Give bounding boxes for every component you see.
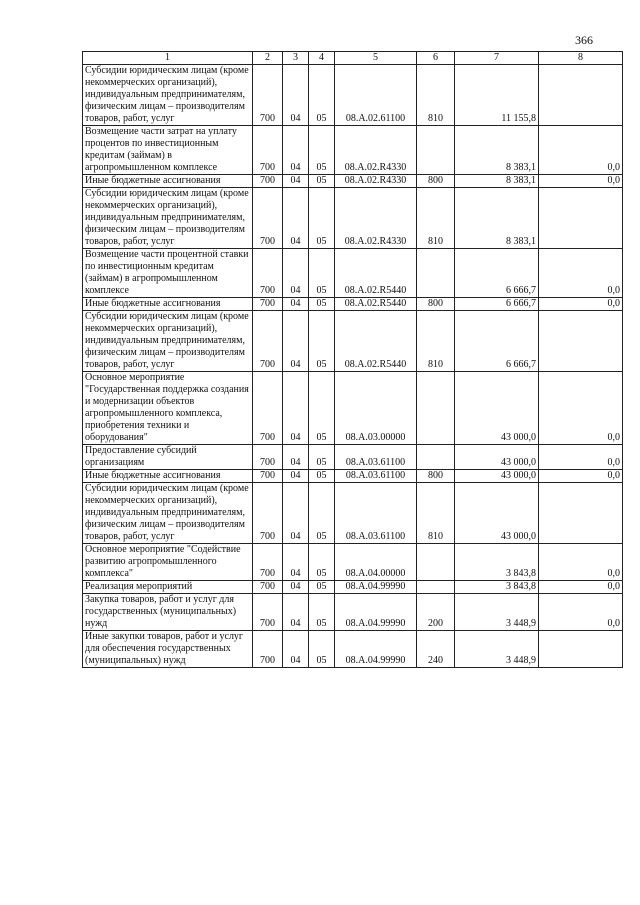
amount-2-cell — [539, 631, 623, 668]
table-row — [83, 581, 623, 594]
expense-type-cell — [417, 544, 455, 581]
section-code-cell: 700 — [253, 188, 283, 249]
subsection-code-cell: 04 — [283, 594, 309, 631]
section-code-cell: 700 — [253, 631, 283, 668]
section-code-cell: 700 — [253, 470, 283, 483]
target-article-cell: 08.А.02.R4330 — [335, 188, 417, 249]
amount-cell: 8 383,1 — [455, 126, 539, 175]
header-cell: 2 — [253, 52, 283, 65]
expense-type-cell — [417, 126, 455, 175]
table-row — [83, 544, 623, 581]
section-code-cell: 700 — [253, 544, 283, 581]
row-name-cell: Возмещение части процентной ставки по инвестиционным кредитам (займам) в агропромышленном комплексе — [83, 249, 253, 298]
row-name-cell: Субсидии юридическим лицам (кроме некоммерческих организаций), индивидуальным предпринимателям, физическим лицам – производителям товаров, работ, услуг — [83, 311, 253, 372]
table-row — [83, 298, 623, 311]
amount-cell: 43 000,0 — [455, 372, 539, 445]
amount-cell: 3 448,9 — [455, 594, 539, 631]
target-article-cell: 08.А.03.61100 — [335, 470, 417, 483]
amount-2-cell: 0,0 — [539, 445, 623, 470]
header-cell: 5 — [335, 52, 417, 65]
section-code-cell: 700 — [253, 445, 283, 470]
table-row — [83, 445, 623, 470]
expense-type-cell: 240 — [417, 631, 455, 668]
target-article-cell: 08.А.04.99990 — [335, 581, 417, 594]
row-name-cell: Возмещение части затрат на уплату процентов по инвестиционным кредитам (займам) в агропромышленном комплексе — [83, 126, 253, 175]
section-code-cell: 700 — [253, 483, 283, 544]
amount-2-cell: 0,0 — [539, 372, 623, 445]
row-name-cell: Субсидии юридическим лицам (кроме некоммерческих организаций), индивидуальным предпринимателям, физическим лицам – производителям товаров, работ, услуг — [83, 65, 253, 126]
subsection-part-cell: 05 — [309, 581, 335, 594]
amount-2-cell: 0,0 — [539, 581, 623, 594]
amount-2-cell — [539, 311, 623, 372]
header-cell: 8 — [539, 52, 623, 65]
amount-2-cell: 0,0 — [539, 126, 623, 175]
section-code-cell: 700 — [253, 311, 283, 372]
amount-2-cell — [539, 188, 623, 249]
target-article-cell: 08.А.03.00000 — [335, 372, 417, 445]
subsection-code-cell: 04 — [283, 483, 309, 544]
amount-2-cell: 0,0 — [539, 544, 623, 581]
subsection-part-cell: 05 — [309, 544, 335, 581]
table-row — [83, 188, 623, 249]
table-row — [83, 65, 623, 126]
subsection-code-cell: 04 — [283, 544, 309, 581]
amount-cell: 11 155,8 — [455, 65, 539, 126]
subsection-code-cell: 04 — [283, 126, 309, 175]
amount-2-cell — [539, 65, 623, 126]
header-cell: 4 — [309, 52, 335, 65]
target-article-cell: 08.А.04.99990 — [335, 594, 417, 631]
target-article-cell: 08.А.02.R5440 — [335, 298, 417, 311]
row-name-cell: Иные закупки товаров, работ и услуг для обеспечения государственных (муниципальных) нужд — [83, 631, 253, 668]
subsection-part-cell: 05 — [309, 311, 335, 372]
expense-type-cell — [417, 249, 455, 298]
subsection-part-cell: 05 — [309, 65, 335, 126]
amount-cell: 43 000,0 — [455, 470, 539, 483]
amount-cell: 6 666,7 — [455, 311, 539, 372]
amount-cell: 43 000,0 — [455, 445, 539, 470]
header-cell: 1 — [83, 52, 253, 65]
table-row — [83, 372, 623, 445]
budget-table — [82, 51, 623, 668]
expense-type-cell: 810 — [417, 188, 455, 249]
expense-type-cell: 810 — [417, 483, 455, 544]
table-header-row — [83, 52, 623, 65]
row-name-cell: Основное мероприятие "Содействие развитию агропромышленного комплекса" — [83, 544, 253, 581]
amount-2-cell: 0,0 — [539, 470, 623, 483]
section-code-cell: 700 — [253, 249, 283, 298]
target-article-cell: 08.А.04.00000 — [335, 544, 417, 581]
table-row — [83, 126, 623, 175]
amount-2-cell — [539, 483, 623, 544]
expense-type-cell — [417, 445, 455, 470]
amount-cell: 3 843,8 — [455, 581, 539, 594]
subsection-code-cell: 04 — [283, 581, 309, 594]
expense-type-cell: 800 — [417, 298, 455, 311]
row-name-cell: Основное мероприятие "Государственная поддержка создания и модернизации объектов агропромышленного комплекса, приобретения техники и оборудования" — [83, 372, 253, 445]
expense-type-cell: 800 — [417, 175, 455, 188]
amount-cell: 3 843,8 — [455, 544, 539, 581]
amount-cell: 6 666,7 — [455, 249, 539, 298]
subsection-code-cell: 04 — [283, 445, 309, 470]
subsection-part-cell: 05 — [309, 249, 335, 298]
header-cell: 3 — [283, 52, 309, 65]
amount-cell: 8 383,1 — [455, 175, 539, 188]
table-row — [83, 249, 623, 298]
section-code-cell: 700 — [253, 372, 283, 445]
subsection-code-cell: 04 — [283, 65, 309, 126]
table-row — [83, 631, 623, 668]
budget-table-body — [83, 52, 623, 668]
section-code-cell: 700 — [253, 581, 283, 594]
subsection-code-cell: 04 — [283, 175, 309, 188]
subsection-code-cell: 04 — [283, 188, 309, 249]
table-row — [83, 311, 623, 372]
expense-type-cell: 800 — [417, 470, 455, 483]
header-cell: 6 — [417, 52, 455, 65]
section-code-cell: 700 — [253, 594, 283, 631]
subsection-code-cell: 04 — [283, 298, 309, 311]
subsection-code-cell: 04 — [283, 470, 309, 483]
row-name-cell: Закупка товаров, работ и услуг для государственных (муниципальных) нужд — [83, 594, 253, 631]
amount-2-cell: 0,0 — [539, 594, 623, 631]
target-article-cell: 08.А.02.R5440 — [335, 249, 417, 298]
row-name-cell: Предоставление субсидий организациям — [83, 445, 253, 470]
subsection-part-cell: 05 — [309, 188, 335, 249]
amount-cell: 3 448,9 — [455, 631, 539, 668]
target-article-cell: 08.А.02.R4330 — [335, 126, 417, 175]
target-article-cell: 08.А.04.99990 — [335, 631, 417, 668]
subsection-code-cell: 04 — [283, 372, 309, 445]
amount-cell: 6 666,7 — [455, 298, 539, 311]
section-code-cell: 700 — [253, 126, 283, 175]
table-row — [83, 470, 623, 483]
subsection-part-cell: 05 — [309, 631, 335, 668]
section-code-cell: 700 — [253, 65, 283, 126]
subsection-part-cell: 05 — [309, 470, 335, 483]
page-number: 366 — [575, 33, 593, 47]
expense-type-cell: 810 — [417, 311, 455, 372]
target-article-cell: 08.А.02.61100 — [335, 65, 417, 126]
section-code-cell: 700 — [253, 175, 283, 188]
target-article-cell: 08.А.02.R4330 — [335, 175, 417, 188]
subsection-part-cell: 05 — [309, 483, 335, 544]
table-row — [83, 594, 623, 631]
target-article-cell: 08.А.03.61100 — [335, 483, 417, 544]
subsection-code-cell: 04 — [283, 311, 309, 372]
subsection-part-cell: 05 — [309, 298, 335, 311]
row-name-cell: Иные бюджетные ассигнования — [83, 470, 253, 483]
subsection-part-cell: 05 — [309, 594, 335, 631]
section-code-cell: 700 — [253, 298, 283, 311]
row-name-cell: Иные бюджетные ассигнования — [83, 298, 253, 311]
table-row — [83, 175, 623, 188]
amount-2-cell: 0,0 — [539, 298, 623, 311]
subsection-part-cell: 05 — [309, 175, 335, 188]
expense-type-cell: 200 — [417, 594, 455, 631]
expense-type-cell — [417, 372, 455, 445]
subsection-code-cell: 04 — [283, 631, 309, 668]
amount-2-cell: 0,0 — [539, 249, 623, 298]
amount-cell: 43 000,0 — [455, 483, 539, 544]
expense-type-cell — [417, 581, 455, 594]
header-cell: 7 — [455, 52, 539, 65]
table-row — [83, 483, 623, 544]
amount-cell: 8 383,1 — [455, 188, 539, 249]
subsection-part-cell: 05 — [309, 372, 335, 445]
subsection-part-cell: 05 — [309, 445, 335, 470]
subsection-part-cell: 05 — [309, 126, 335, 175]
target-article-cell: 08.А.02.R5440 — [335, 311, 417, 372]
amount-2-cell: 0,0 — [539, 175, 623, 188]
expense-type-cell: 810 — [417, 65, 455, 126]
row-name-cell: Иные бюджетные ассигнования — [83, 175, 253, 188]
row-name-cell: Реализация мероприятий — [83, 581, 253, 594]
target-article-cell: 08.А.03.61100 — [335, 445, 417, 470]
row-name-cell: Субсидии юридическим лицам (кроме некоммерческих организаций), индивидуальным предпринимателям, физическим лицам – производителям товаров, работ, услуг — [83, 483, 253, 544]
row-name-cell: Субсидии юридическим лицам (кроме некоммерческих организаций), индивидуальным предпринимателям, физическим лицам – производителям товаров, работ, услуг — [83, 188, 253, 249]
subsection-code-cell: 04 — [283, 249, 309, 298]
